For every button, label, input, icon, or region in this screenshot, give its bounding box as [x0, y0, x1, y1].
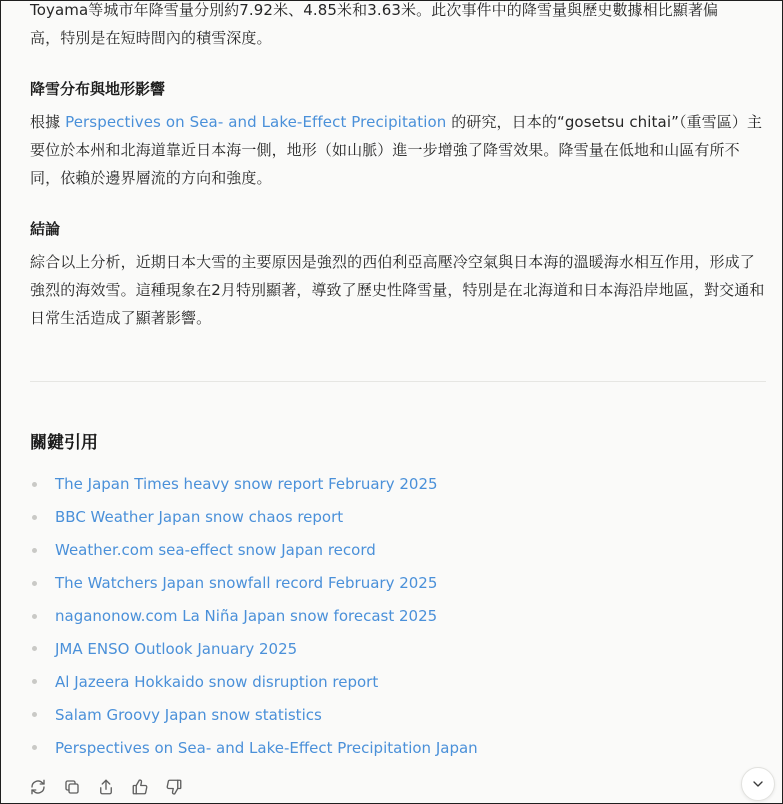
reference-link-weather-com[interactable]: Weather.com sea-effect snow Japan record	[55, 541, 376, 560]
regenerate-icon	[29, 778, 47, 796]
analysis-paragraph	[30, 0, 760, 52]
bullet-icon	[32, 548, 37, 553]
share-icon	[97, 778, 115, 796]
bullet-icon	[32, 646, 37, 651]
distribution-suffix: 的研究，日本的“gosetsu chitai”（重雪區）主要位於本州和北海道靠近日本海一側，地形（如山脈）進一步增強了降雪效果。降雪量在低地和山區有所不同，依賴於邊界層流的方向和強度。	[30, 113, 763, 187]
reference-item	[30, 731, 478, 764]
references-list	[30, 468, 478, 764]
bullet-icon	[32, 482, 37, 487]
analysis-line-2: 高，特別是在短時間內的積雪深度。	[30, 29, 272, 47]
distribution-prefix: 根據	[30, 113, 66, 131]
reference-link-salam-groovy[interactable]: Salam Groovy Japan snow statistics	[55, 705, 322, 724]
reference-item	[30, 567, 478, 600]
copy-icon	[63, 778, 81, 796]
reference-item	[30, 534, 478, 567]
section-divider	[30, 381, 766, 382]
reference-item	[30, 698, 478, 731]
regenerate-button[interactable]	[28, 777, 48, 797]
chevron-down-icon	[750, 776, 766, 792]
reference-link-perspectives[interactable]: Perspectives on Sea- and Lake-Effect Precipitation Japan	[55, 738, 478, 757]
bullet-icon	[32, 712, 37, 717]
response-actions	[28, 777, 184, 797]
thumbs-up-icon	[131, 778, 149, 796]
reference-item	[30, 665, 478, 698]
reference-link-japan-times[interactable]: The Japan Times heavy snow report February 2025	[55, 475, 438, 494]
distribution-heading: 降雪分布與地形影響	[30, 80, 166, 98]
analysis-line-1: Toyama等城市年降雪量分別約7.92米、4.85米和3.63米。此次事件中的降雪量與歷史數據相比顯著偏	[30, 1, 719, 19]
reference-link-al-jazeera[interactable]: Al Jazeera Hokkaido snow disruption report	[55, 672, 379, 691]
sea-lake-effect-link[interactable]: Perspectives on Sea- and Lake-Effect Precipitation	[65, 113, 447, 131]
scroll-to-bottom-button[interactable]	[741, 767, 775, 801]
reference-item	[30, 600, 478, 633]
reference-link-bbc-weather[interactable]: BBC Weather Japan snow chaos report	[55, 508, 344, 527]
conclusion-paragraph: 綜合以上分析，近期日本大雪的主要原因是強烈的西伯利亞高壓冷空氣與日本海的溫暖海水相互作用，形成了強烈的海效雪。這種現象在2月特別顯著，導致了歷史性降雪量，特別是在北海道和日本海沿岸地區，對交通和日常生活造成了顯著影響。	[30, 253, 765, 327]
bullet-icon	[32, 515, 37, 520]
conclusion-heading: 結論	[30, 220, 61, 238]
bullet-icon	[32, 581, 37, 586]
references-title: 關鍵引用	[30, 433, 98, 453]
thumbs-down-icon	[165, 778, 183, 796]
distribution-paragraph	[30, 108, 765, 192]
share-button[interactable]	[96, 777, 116, 797]
thumbs-down-button[interactable]	[164, 777, 184, 797]
reference-item	[30, 468, 478, 501]
bullet-icon	[32, 679, 37, 684]
bullet-icon	[32, 614, 37, 619]
thumbs-up-button[interactable]	[130, 777, 150, 797]
copy-button[interactable]	[62, 777, 82, 797]
bullet-icon	[32, 745, 37, 750]
reference-item	[30, 632, 478, 665]
reference-link-the-watchers[interactable]: The Watchers Japan snowfall record February 2025	[55, 574, 438, 593]
reference-item	[30, 501, 478, 534]
reference-link-jma-enso[interactable]: JMA ENSO Outlook January 2025	[55, 639, 298, 658]
reference-link-naganonow[interactable]: naganonow.com La Niña Japan snow forecast 2025	[55, 607, 438, 625]
